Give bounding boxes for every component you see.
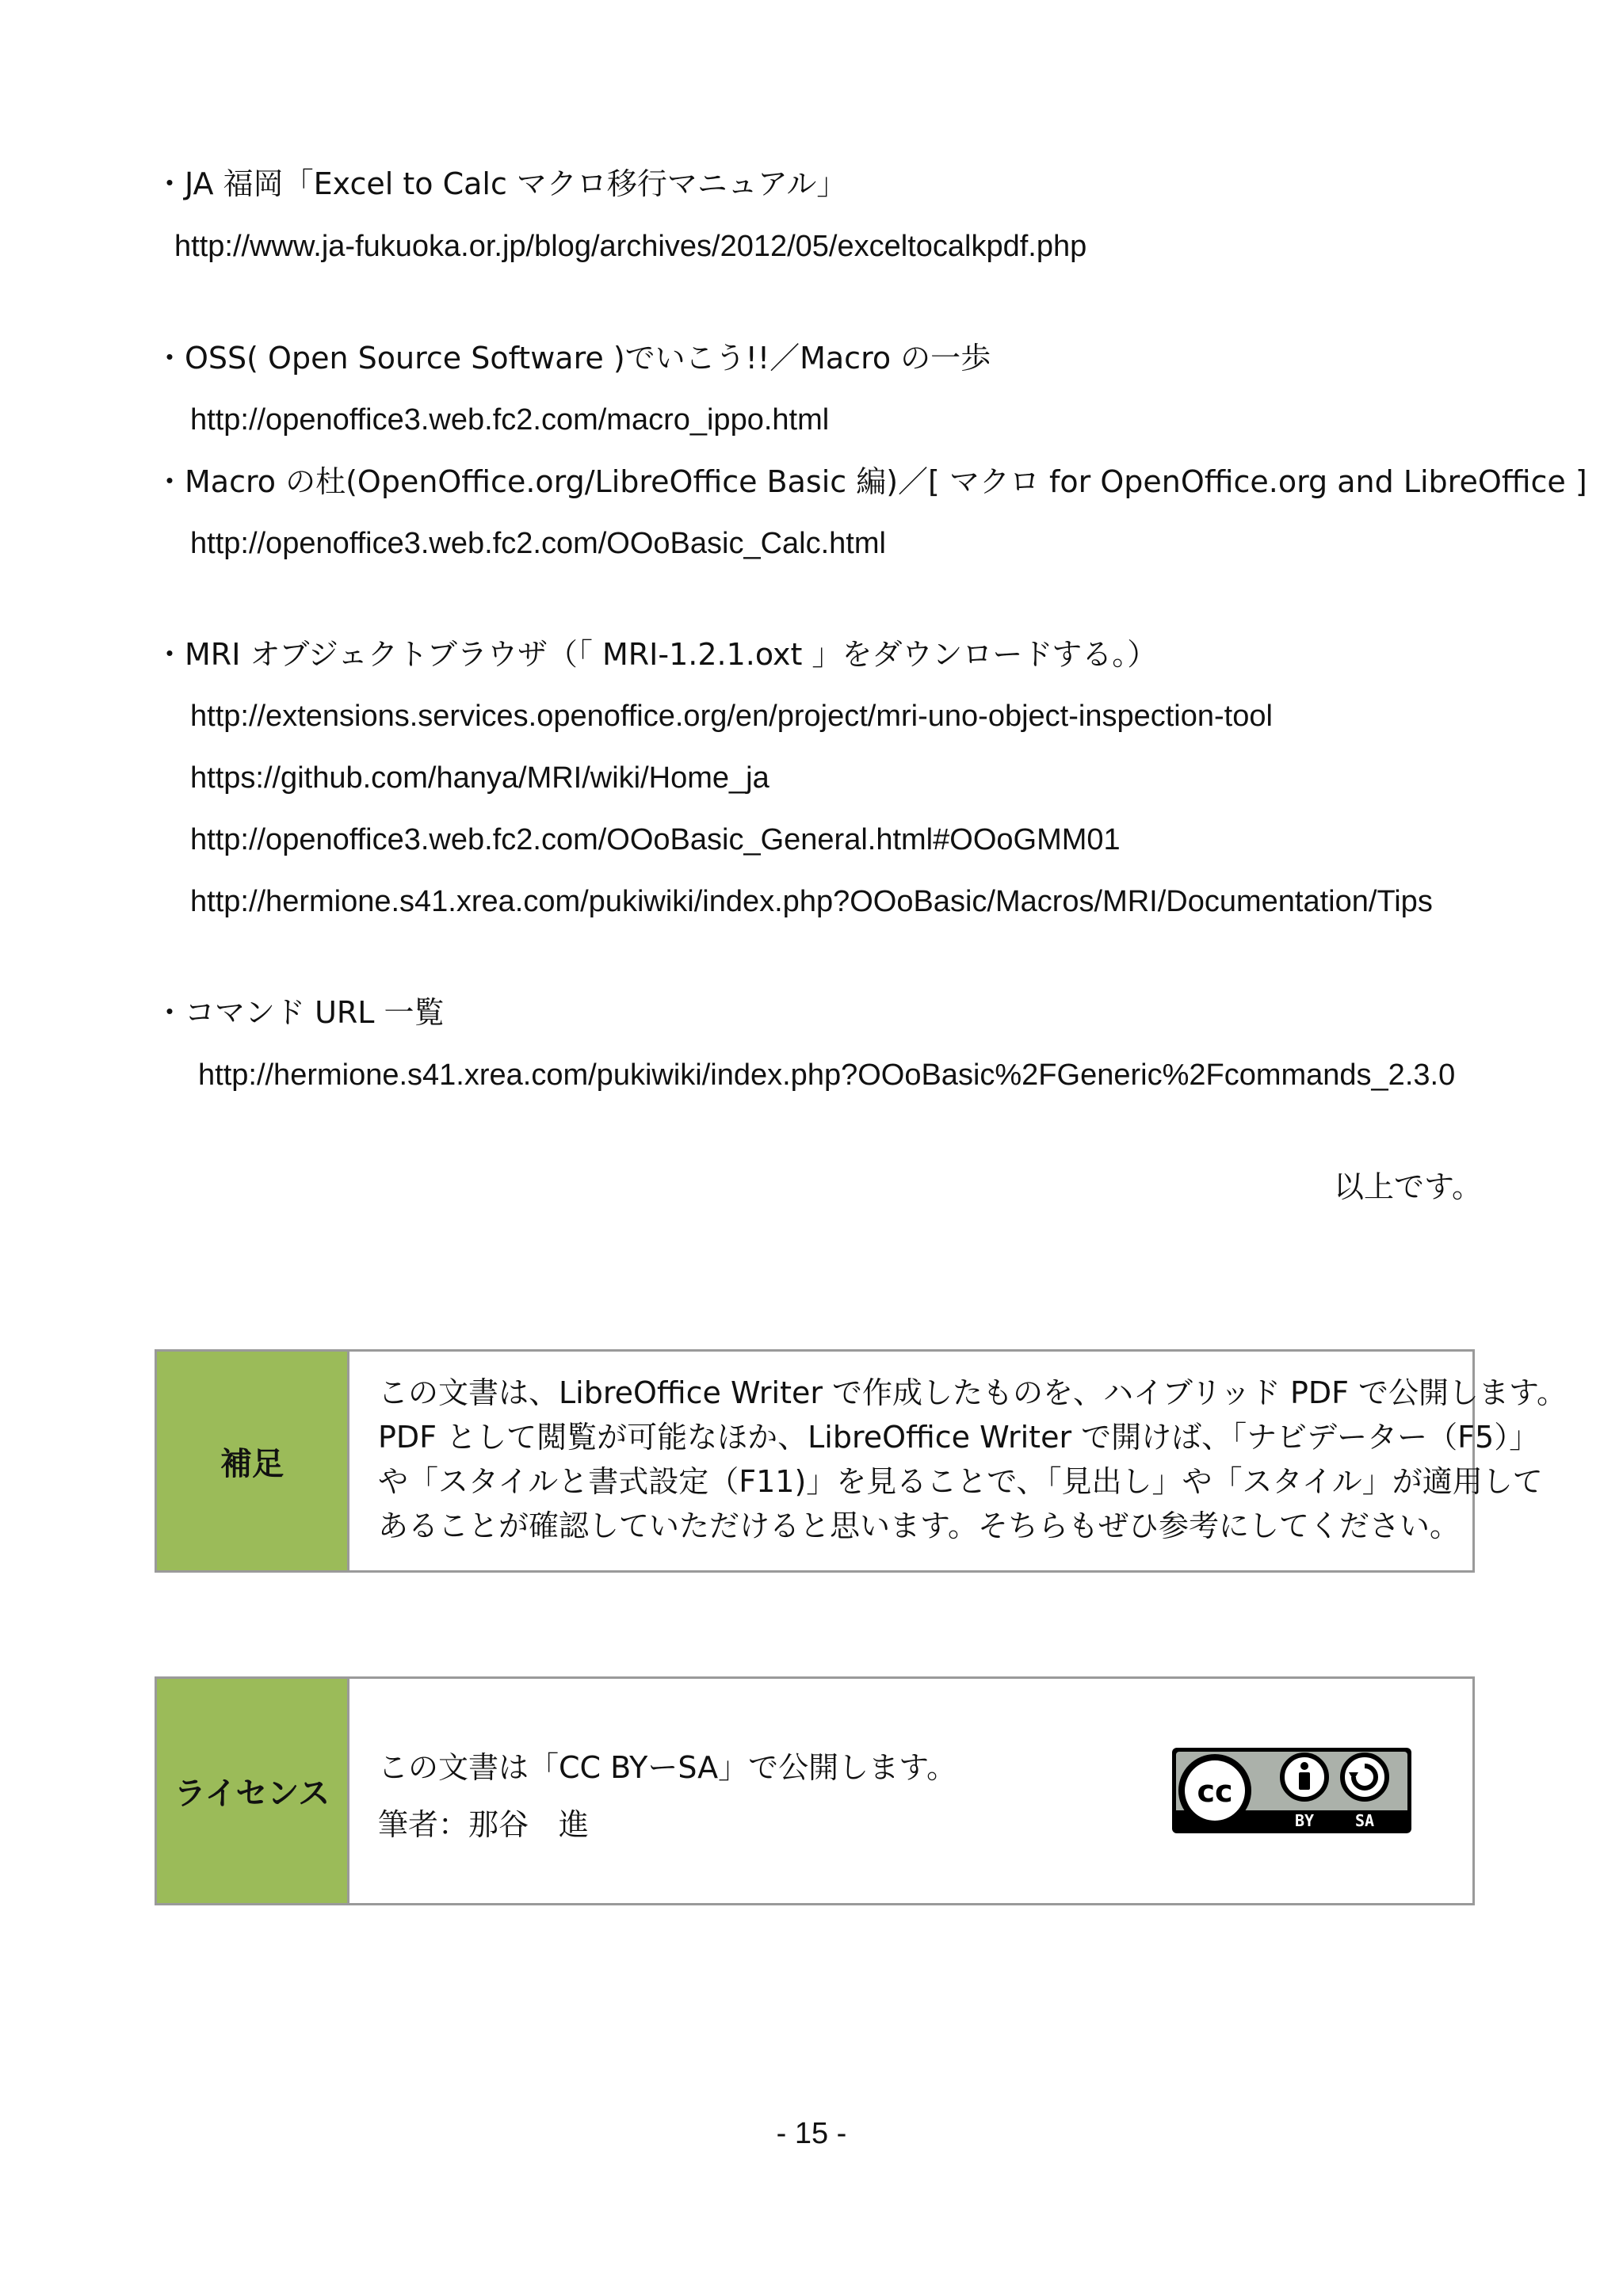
supplement-line: この文書は、LibreOffice Writer で作成したものを、ハイブリッド PDF で公開します。 [378, 1375, 1568, 1410]
license-content [349, 1679, 1472, 1903]
license-box [155, 1676, 1475, 1905]
license-line: この文書は「CC BYーSA」で公開します。 [378, 1750, 957, 1785]
reference-title: ・コマンド URL 一覧 [155, 995, 445, 1030]
reference-title: ・JA 福岡「Excel to Calc マクロ移行マニュアル」 [155, 166, 847, 201]
reference-url[interactable]: http://extensions.services.openoffice.org/en/project/mri-uno-object-inspection-tool [190, 700, 1273, 733]
attribution-icon [1282, 1755, 1327, 1799]
reference-url[interactable]: http://openoffice3.web.fc2.com/macro_ippo.html [190, 403, 830, 437]
supplement-line: PDF として閲覧が可能なほか、LibreOffice Writer で開けば、「ナビデーター（F5）」 [378, 1420, 1540, 1455]
closing-text: 以上です。 [1334, 1169, 1482, 1204]
reference-url[interactable]: https://github.com/hanya/MRI/wiki/Home_ja [190, 761, 769, 795]
supplement-box [155, 1349, 1568, 1573]
reference-title: ・MRI オブジェクトブラウザ（「 MRI-1.2.1.oxt 」をダウンロードする。） [155, 637, 1158, 672]
supplement-label: 補足 [157, 1352, 349, 1570]
page-number: - 15 - [776, 2117, 847, 2150]
share-alike-icon [1342, 1755, 1387, 1799]
supplement-line: や「スタイルと書式設定（F11)」を見ることで、「見出し」や「スタイル」が適用して [378, 1464, 1543, 1499]
cc-text: cc [1197, 1774, 1233, 1809]
cc-by-sa-badge [1171, 1747, 1412, 1834]
license-label: ライセンス [157, 1679, 349, 1903]
reference-url[interactable]: http://hermione.s41.xrea.com/pukiwiki/index.php?OOoBasic/Macros/MRI/Documentation/Tips [190, 885, 1433, 918]
reference-title: ・Macro の杜(OpenOffice.org/LibreOffice Basic 編)／[ マクロ for OpenOffice.org and LibreOffice ] [155, 464, 1587, 499]
by-text: BY [1294, 1811, 1315, 1830]
reference-title: ・OSS( Open Source Software )でいこう!!／Macro の一歩 [155, 341, 991, 376]
sa-text: SA [1354, 1811, 1375, 1830]
supplement-content [349, 1352, 1567, 1570]
cc-logo-icon [1178, 1754, 1251, 1827]
reference-url[interactable]: http://hermione.s41.xrea.com/pukiwiki/index.php?OOoBasic%2FGeneric%2Fcommands_2.3.0 [198, 1058, 1456, 1092]
reference-url[interactable]: http://openoffice3.web.fc2.com/OOoBasic_General.html#OOoGMM01 [190, 823, 1121, 856]
author-line: 筆者：那谷 進 [378, 1807, 590, 1842]
reference-url[interactable]: http://www.ja-fukuoka.or.jp/blog/archives/2012/05/exceltocalkpdf.php [174, 230, 1087, 263]
supplement-line: あることが確認していただけると思います。そちらもぜひ参考にしてください。 [378, 1508, 1460, 1543]
reference-url[interactable]: http://openoffice3.web.fc2.com/OOoBasic_Calc.html [190, 527, 886, 560]
